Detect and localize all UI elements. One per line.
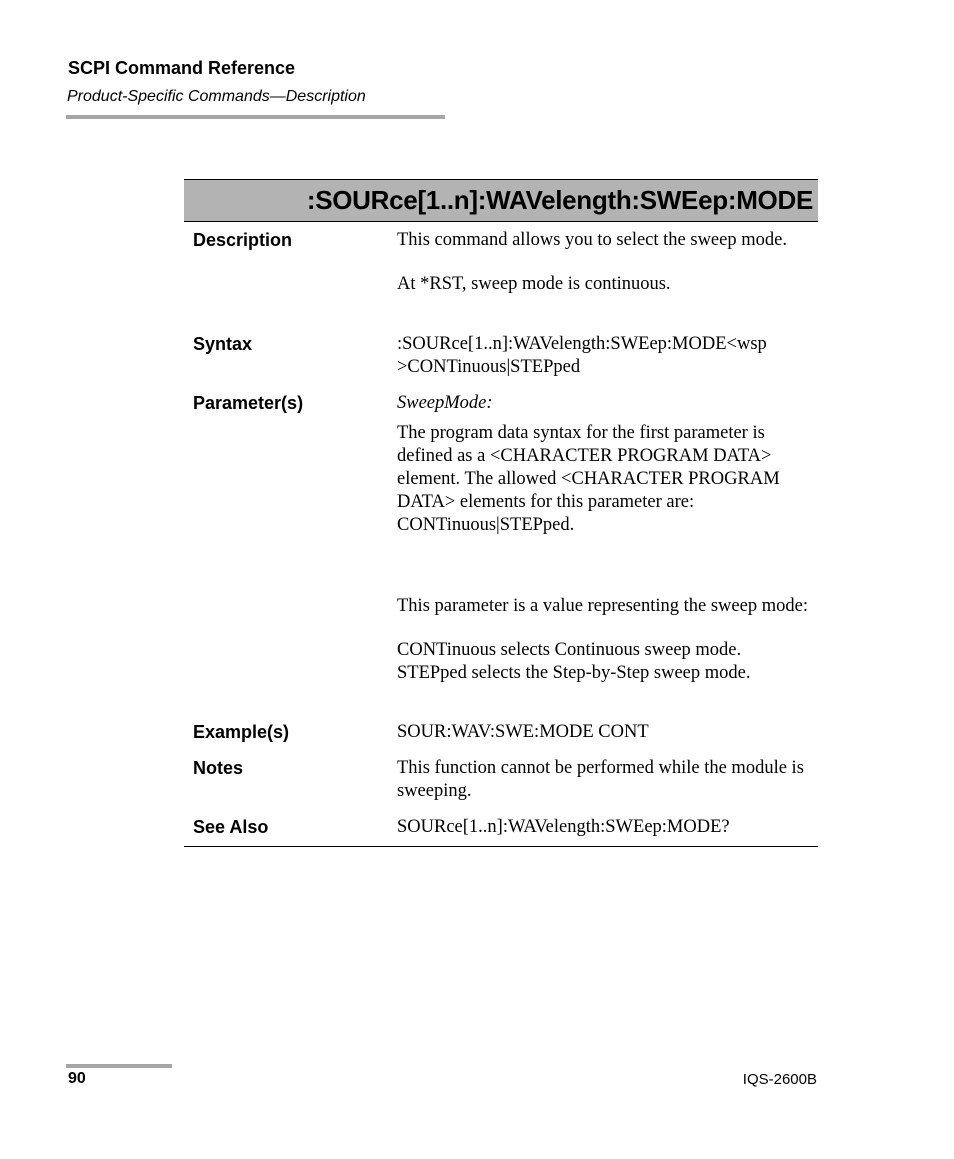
description-value — [397, 229, 817, 296]
section-subtitle: Product-Specific Commands—Description — [67, 88, 366, 105]
parameters-label: Parameter(s) — [193, 393, 304, 413]
see-also-label: See Also — [193, 817, 269, 837]
parameter-meaning-text: This parameter is a value representing the sweep mode: — [397, 596, 808, 616]
description-label: Description — [193, 230, 293, 250]
examples-value: SOUR:WAV:SWE:MODE CONT — [397, 722, 649, 742]
product-model: IQS-2600B — [742, 1071, 817, 1088]
syntax-line-1: :SOURce[1..n]:WAVelength:SWEep:MODE<wsp — [397, 334, 767, 354]
parameter-syntax-text: The program data syntax for the first parameter is defined as a <CHARACTER PROGRAM DATA> element. The allowed <CHARACTER PROGRAM DATA> elements for this parameter are: CONTinuous|STEPped. — [397, 423, 780, 535]
command-title-bar — [184, 179, 818, 222]
section-title: SCPI Command Reference — [68, 58, 296, 78]
parameter-name: SweepMode: — [397, 393, 493, 413]
syntax-line-2: >CONTinuous|STEPped — [397, 357, 581, 377]
examples-label: Example(s) — [193, 722, 290, 742]
notes-value: This function cannot be performed while the module is sweeping. — [397, 758, 804, 801]
page-number: 90 — [68, 1070, 86, 1087]
parameters-value — [397, 392, 817, 685]
syntax-label: Syntax — [193, 334, 253, 354]
notes-label: Notes — [193, 758, 244, 778]
description-text: This command allows you to select the sweep mode. — [397, 230, 787, 250]
parameter-option-stepped: STEPped selects the Step-by-Step sweep mode. — [397, 663, 751, 683]
see-also-value: SOURce[1..n]:WAVelength:SWEep:MODE? — [397, 817, 730, 837]
command-title: :SOURce[1..n]:WAVelength:SWEep:MODE — [306, 185, 813, 215]
rst-note: At *RST, sweep mode is continuous. — [397, 274, 671, 294]
table-bottom-rule — [184, 846, 818, 847]
syntax-value — [397, 333, 817, 379]
footer-rule — [66, 1064, 172, 1068]
header-rule — [66, 115, 445, 119]
parameter-option-continuous: CONTinuous selects Continuous sweep mode. — [397, 640, 742, 660]
